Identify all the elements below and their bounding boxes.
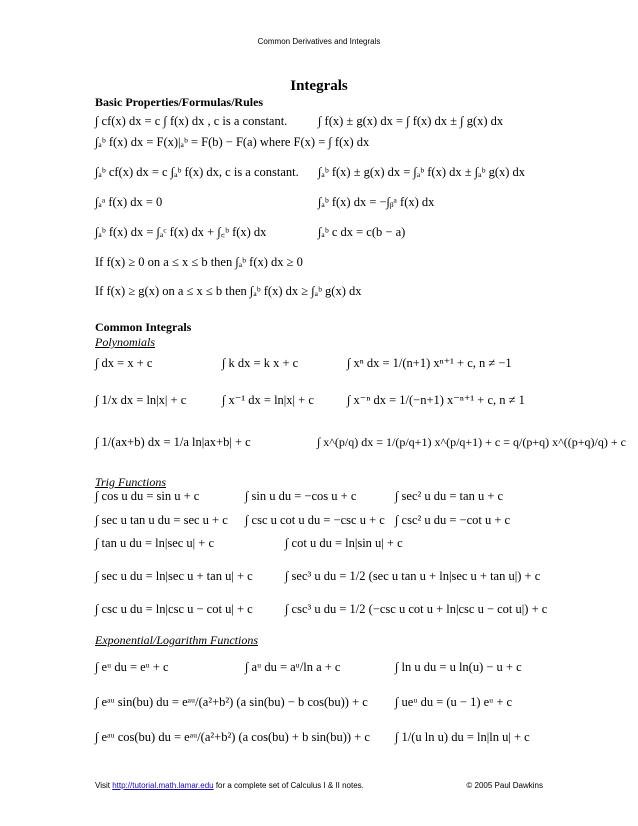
formula-basic-6: ∫ₐᵃ f(x) dx = 0: [95, 195, 163, 209]
formula-exp-7: ∫ 1/(u ln u) du = ln|ln u| + c: [395, 730, 530, 744]
formula-poly-7: ∫ 1/(ax+b) dx = 1/a ln|ax+b| + c: [95, 435, 251, 449]
section-heading-common: Common Integrals: [95, 320, 192, 334]
formula-poly-3: ∫ xⁿ dx = 1/(n+1) xⁿ⁺¹ + c, n ≠ −1: [347, 356, 512, 370]
formula-trig-5: ∫ csc u cot u du = −csc u + c: [245, 513, 385, 527]
formula-basic-5: ∫ₐᵇ f(x) ± g(x) dx = ∫ₐᵇ f(x) dx ± ∫ₐᵇ g(x) dx: [318, 165, 526, 179]
formula-basic-7: ∫ₐᵇ f(x) dx = −∫ᵦᵃ f(x) dx: [318, 195, 435, 209]
formula-basic-2: ∫ f(x) ± g(x) dx = ∫ f(x) dx ± ∫ g(x) dx: [318, 114, 504, 128]
formula-poly-8: ∫ x^(p/q) dx = 1/(p/q+1) x^(p/q+1) + c = q/(p+q) x^((p+q)/q) + c: [317, 435, 626, 449]
formula-trig-10: ∫ sec³ u du = 1/2 (sec u tan u + ln|sec u + tan u|) + c: [285, 569, 541, 583]
formula-trig-11: ∫ csc u du = ln|csc u − cot u| + c: [95, 602, 253, 616]
footer-prefix: Visit: [95, 781, 113, 790]
subheading-polynomials: Polynomials: [95, 335, 155, 349]
formula-poly-2: ∫ k dx = k x + c: [222, 356, 299, 370]
formula-exp-3: ∫ ln u du = u ln(u) − u + c: [395, 660, 522, 674]
formula-basic-8: ∫ₐᵇ f(x) dx = ∫ₐᶜ f(x) dx + ∫꜀ᵇ f(x) dx: [95, 225, 267, 239]
formula-basic-9: ∫ₐᵇ c dx = c(b − a): [318, 225, 406, 239]
formula-poly-4: ∫ 1/x dx = ln|x| + c: [95, 393, 187, 407]
formula-basic-10: If f(x) ≥ 0 on a ≤ x ≤ b then ∫ₐᵇ f(x) dx ≥ 0: [95, 255, 303, 269]
footer-suffix: for a complete set of Calculus I & II notes.: [213, 781, 364, 790]
footer-note: [95, 781, 364, 790]
formula-poly-1: ∫ dx = x + c: [95, 356, 153, 370]
formula-basic-4: ∫ₐᵇ cf(x) dx = c ∫ₐᵇ f(x) dx, c is a constant.: [95, 165, 299, 179]
formula-exp-4: ∫ eᵃᵘ sin(bu) du = eᵃᵘ/(a²+b²) (a sin(bu) − b cos(bu)) + c: [95, 695, 368, 709]
running-header: Common Derivatives and Integrals: [257, 37, 381, 46]
formula-basic-3: ∫ₐᵇ f(x) dx = F(x)|ₐᵇ = F(b) − F(a) where F(x) = ∫ f(x) dx: [95, 135, 370, 149]
formula-trig-2: ∫ sin u du = −cos u + c: [245, 489, 357, 503]
formula-trig-7: ∫ tan u du = ln|sec u| + c: [95, 536, 215, 550]
formula-exp-1: ∫ eᵘ du = eᵘ + c: [95, 660, 169, 674]
formula-trig-4: ∫ sec u tan u du = sec u + c: [95, 513, 228, 527]
formula-exp-5: ∫ ueᵘ du = (u − 1) eᵘ + c: [395, 695, 513, 709]
formula-trig-1: ∫ cos u du = sin u + c: [95, 489, 200, 503]
subheading-exp-log: Exponential/Logarithm Functions: [95, 633, 258, 647]
formula-exp-2: ∫ aᵘ du = aᵘ/ln a + c: [245, 660, 341, 674]
formula-trig-3: ∫ sec² u du = tan u + c: [395, 489, 504, 503]
formula-trig-12: ∫ csc³ u du = 1/2 (−csc u cot u + ln|csc u − cot u|) + c: [285, 602, 548, 616]
formula-poly-6: ∫ x⁻ⁿ dx = 1/(−n+1) x⁻ⁿ⁺¹ + c, n ≠ 1: [347, 393, 525, 407]
formula-basic-1: ∫ cf(x) dx = c ∫ f(x) dx , c is a constant.: [95, 114, 288, 128]
footer-link[interactable]: http://tutorial.math.lamar.edu: [112, 781, 214, 790]
formula-trig-8: ∫ cot u du = ln|sin u| + c: [285, 536, 403, 550]
formula-trig-6: ∫ csc² u du = −cot u + c: [395, 513, 511, 527]
page-title: Integrals: [290, 78, 348, 94]
formula-poly-5: ∫ x⁻¹ dx = ln|x| + c: [222, 393, 314, 407]
subheading-trig: Trig Functions: [95, 475, 167, 489]
footer-copyright: © 2005 Paul Dawkins: [466, 781, 543, 790]
formula-trig-9: ∫ sec u du = ln|sec u + tan u| + c: [95, 569, 253, 583]
formula-basic-11: If f(x) ≥ g(x) on a ≤ x ≤ b then ∫ₐᵇ f(x) dx ≥ ∫ₐᵇ g(x) dx: [95, 284, 362, 298]
formula-exp-6: ∫ eᵃᵘ cos(bu) du = eᵃᵘ/(a²+b²) (a cos(bu) + b sin(bu)) + c: [95, 730, 370, 744]
section-heading-basic: Basic Properties/Formulas/Rules: [95, 95, 264, 109]
